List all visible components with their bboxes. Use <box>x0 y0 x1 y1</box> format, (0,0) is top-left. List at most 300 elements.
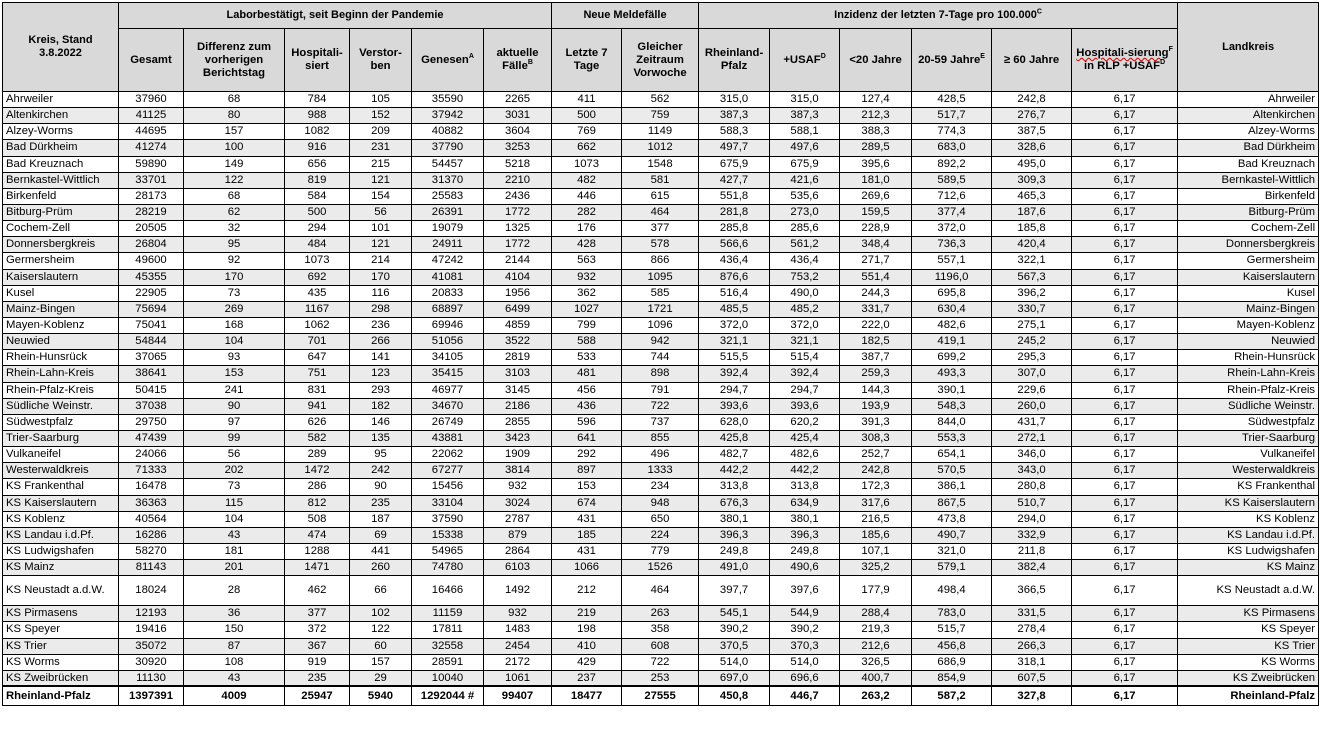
value-cell: 326,5 <box>840 654 912 670</box>
value-cell: 235 <box>285 670 350 686</box>
value-cell: 584 <box>285 188 350 204</box>
column-header-label: <20 Jahre <box>849 53 902 66</box>
value-cell: 101 <box>350 221 412 237</box>
value-cell: 6,17 <box>1072 576 1178 606</box>
value-cell: 867,5 <box>912 495 992 511</box>
column-header-label: Gesamt <box>130 53 172 66</box>
value-cell: 56 <box>350 204 412 220</box>
value-cell: 245,2 <box>992 334 1072 350</box>
value-cell: 6,17 <box>1072 108 1178 124</box>
table-row <box>3 622 1319 638</box>
value-cell: 41081 <box>412 269 484 285</box>
value-cell: 879 <box>484 527 552 543</box>
total-value: 587,2 <box>912 686 992 706</box>
total-value: 4009 <box>184 686 285 706</box>
value-cell: 6,17 <box>1072 253 1178 269</box>
value-cell: 607,5 <box>992 670 1072 686</box>
value-cell: 224 <box>622 527 699 543</box>
value-cell: 490,7 <box>912 527 992 543</box>
value-cell: 608 <box>622 638 699 654</box>
value-cell: 43881 <box>412 430 484 446</box>
value-cell: 3103 <box>484 366 552 382</box>
value-cell: 581 <box>622 172 699 188</box>
value-cell: 331,5 <box>992 606 1072 622</box>
value-cell: 16466 <box>412 576 484 606</box>
value-cell: 500 <box>285 204 350 220</box>
value-cell: 93 <box>184 350 285 366</box>
value-cell: 170 <box>184 269 285 285</box>
landkreis-cell: Mainz-Bingen <box>1178 301 1319 317</box>
value-cell: 722 <box>622 654 699 670</box>
value-cell: 47242 <box>412 253 484 269</box>
value-cell: 260 <box>350 560 412 576</box>
value-cell: 585 <box>622 285 699 301</box>
value-cell: 185 <box>552 527 622 543</box>
value-cell: 281,8 <box>699 204 770 220</box>
value-cell: 266 <box>350 334 412 350</box>
table-row <box>3 172 1319 188</box>
value-cell: 322,1 <box>992 253 1072 269</box>
value-cell: 495,0 <box>992 156 1072 172</box>
total-value: 450,8 <box>699 686 770 706</box>
value-cell: 779 <box>622 543 699 559</box>
value-cell: 49600 <box>119 253 184 269</box>
table-row <box>3 92 1319 108</box>
value-cell: 123 <box>350 366 412 382</box>
value-cell: 332,9 <box>992 527 1072 543</box>
table-row <box>3 463 1319 479</box>
table-row <box>3 447 1319 463</box>
value-cell: 932 <box>484 479 552 495</box>
value-cell: 1096 <box>622 317 699 333</box>
value-cell: 292 <box>552 447 622 463</box>
table-row <box>3 366 1319 382</box>
kreis-cell: Birkenfeld <box>3 188 119 204</box>
value-cell: 1095 <box>622 269 699 285</box>
table-row <box>3 606 1319 622</box>
value-cell: 390,2 <box>699 622 770 638</box>
value-cell: 43 <box>184 670 285 686</box>
value-cell: 456 <box>552 382 622 398</box>
value-cell: 219 <box>552 606 622 622</box>
landkreis-cell: KS Frankenthal <box>1178 479 1319 495</box>
value-cell: 187 <box>350 511 412 527</box>
value-cell: 6,17 <box>1072 92 1178 108</box>
table-row <box>3 301 1319 317</box>
value-cell: 249,8 <box>699 543 770 559</box>
value-cell: 4859 <box>484 317 552 333</box>
value-cell: 429 <box>552 654 622 670</box>
header-columns <box>3 29 1319 92</box>
value-cell: 358 <box>622 622 699 638</box>
value-cell: 31370 <box>412 172 484 188</box>
value-cell: 307,0 <box>992 366 1072 382</box>
covid-table <box>2 2 1319 706</box>
total-row <box>3 686 1319 706</box>
value-cell: 392,4 <box>770 366 840 382</box>
value-cell: 6,17 <box>1072 156 1178 172</box>
value-cell: 37065 <box>119 350 184 366</box>
value-cell: 377,4 <box>912 204 992 220</box>
column-header: $+USAF^D$ <box>770 29 840 92</box>
landkreis-cell: KS Koblenz <box>1178 511 1319 527</box>
value-cell: 6,17 <box>1072 527 1178 543</box>
kreis-cell: KS Neustadt a.d.W. <box>3 576 119 606</box>
value-cell: 396,2 <box>992 285 1072 301</box>
value-cell: 446 <box>552 188 622 204</box>
value-cell: 411 <box>552 92 622 108</box>
value-cell: 737 <box>622 414 699 430</box>
landkreis-cell: Neuwied <box>1178 334 1319 350</box>
value-cell: 1073 <box>552 156 622 172</box>
value-cell: 35072 <box>119 638 184 654</box>
value-cell: 6,17 <box>1072 479 1178 495</box>
table-row <box>3 654 1319 670</box>
kreis-cell: Alzey-Worms <box>3 124 119 140</box>
table-row <box>3 285 1319 301</box>
value-cell: 12193 <box>119 606 184 622</box>
value-cell: 67277 <box>412 463 484 479</box>
value-cell: 294 <box>285 221 350 237</box>
total-value: 27555 <box>622 686 699 706</box>
value-cell: 107,1 <box>840 543 912 559</box>
value-cell: 462 <box>285 576 350 606</box>
value-cell: 294,0 <box>992 511 1072 527</box>
kreis-cell: KS Speyer <box>3 622 119 638</box>
value-cell: 242,8 <box>992 92 1072 108</box>
value-cell: 6,17 <box>1072 463 1178 479</box>
value-cell: 222,0 <box>840 317 912 333</box>
value-cell: 588,1 <box>770 124 840 140</box>
value-cell: 783,0 <box>912 606 992 622</box>
value-cell: 6,17 <box>1072 221 1178 237</box>
value-cell: 95 <box>184 237 285 253</box>
value-cell: 428,5 <box>912 92 992 108</box>
value-cell: 6,17 <box>1072 430 1178 446</box>
landkreis-cell: KS Zweibrücken <box>1178 670 1319 686</box>
table-row <box>3 543 1319 559</box>
value-cell: 397,7 <box>699 576 770 606</box>
value-cell: 634,9 <box>770 495 840 511</box>
kreis-cell: Kaiserslautern <box>3 269 119 285</box>
value-cell: 699,2 <box>912 350 992 366</box>
value-cell: 712,6 <box>912 188 992 204</box>
table-row <box>3 430 1319 446</box>
value-cell: 662 <box>552 140 622 156</box>
value-cell: 34670 <box>412 398 484 414</box>
value-cell: 482 <box>552 172 622 188</box>
value-cell: 36 <box>184 606 285 622</box>
value-cell: 321,1 <box>699 334 770 350</box>
value-cell: 362 <box>552 285 622 301</box>
value-cell: 75041 <box>119 317 184 333</box>
value-cell: 146 <box>350 414 412 430</box>
value-cell: 80 <box>184 108 285 124</box>
value-cell: 32558 <box>412 638 484 654</box>
value-cell: 170 <box>350 269 412 285</box>
value-cell: 38641 <box>119 366 184 382</box>
value-cell: 185,8 <box>992 221 1072 237</box>
value-cell: 819 <box>285 172 350 188</box>
table-row <box>3 511 1319 527</box>
landkreis-cell: Rhein-Hunsrück <box>1178 350 1319 366</box>
value-cell: 216,5 <box>840 511 912 527</box>
value-cell: 1548 <box>622 156 699 172</box>
value-cell: 152 <box>350 108 412 124</box>
value-cell: 318,1 <box>992 654 1072 670</box>
landkreis-cell: KS Kaiserslautern <box>1178 495 1319 511</box>
value-cell: 686,9 <box>912 654 992 670</box>
column-header: aktuelle Fälle$^B$ <box>484 29 552 92</box>
value-cell: 172,3 <box>840 479 912 495</box>
value-cell: 30920 <box>119 654 184 670</box>
value-cell: 1325 <box>484 221 552 237</box>
value-cell: 898 <box>622 366 699 382</box>
value-cell: 1492 <box>484 576 552 606</box>
value-cell: 285,8 <box>699 221 770 237</box>
value-cell: 844,0 <box>912 414 992 430</box>
value-cell: 271,7 <box>840 253 912 269</box>
value-cell: 474 <box>285 527 350 543</box>
landkreis-cell: Kusel <box>1178 285 1319 301</box>
value-cell: 313,8 <box>699 479 770 495</box>
value-cell: 144,3 <box>840 382 912 398</box>
value-cell: 676,3 <box>699 495 770 511</box>
value-cell: 185,6 <box>840 527 912 543</box>
value-cell: 40564 <box>119 511 184 527</box>
kreis-cell: Altenkirchen <box>3 108 119 124</box>
value-cell: 16286 <box>119 527 184 543</box>
value-cell: 465,3 <box>992 188 1072 204</box>
value-cell: 6,17 <box>1072 140 1178 156</box>
table-header <box>3 3 1319 92</box>
table-row <box>3 334 1319 350</box>
column-header: Genesen$^A$ <box>412 29 484 92</box>
value-cell: 157 <box>184 124 285 140</box>
value-cell: 6,17 <box>1072 204 1178 220</box>
value-cell: 370,5 <box>699 638 770 654</box>
value-cell: 6,17 <box>1072 560 1178 576</box>
value-cell: 533 <box>552 350 622 366</box>
value-cell: 582 <box>285 430 350 446</box>
landkreis-cell: KS Pirmasens <box>1178 606 1319 622</box>
value-cell: 237 <box>552 670 622 686</box>
kreis-cell: KS Ludwigshafen <box>3 543 119 559</box>
kreis-cell: Kusel <box>3 285 119 301</box>
value-cell: 242 <box>350 463 412 479</box>
value-cell: 1062 <box>285 317 350 333</box>
column-header <box>622 29 699 92</box>
value-cell: 570,5 <box>912 463 992 479</box>
column-header: 20-59 Jahre$^E$ <box>912 29 992 92</box>
value-cell: 40882 <box>412 124 484 140</box>
value-cell: 1721 <box>622 301 699 317</box>
value-cell: 159,5 <box>840 204 912 220</box>
value-cell: 695,8 <box>912 285 992 301</box>
table-row <box>3 414 1319 430</box>
value-cell: 626 <box>285 414 350 430</box>
value-cell: 4104 <box>484 269 552 285</box>
kreis-cell: Rhein-Pfalz-Kreis <box>3 382 119 398</box>
total-value: 99407 <box>484 686 552 706</box>
value-cell: 654,1 <box>912 447 992 463</box>
value-cell: 641 <box>552 430 622 446</box>
value-cell: 29750 <box>119 414 184 430</box>
header-group-neu: Neue Meldefälle <box>552 3 699 29</box>
value-cell: 377 <box>285 606 350 622</box>
value-cell: 60 <box>350 638 412 654</box>
landkreis-cell: Vulkaneifel <box>1178 447 1319 463</box>
value-cell: 370,3 <box>770 638 840 654</box>
value-cell: 656 <box>285 156 350 172</box>
value-cell: 6,17 <box>1072 237 1178 253</box>
value-cell: 545,1 <box>699 606 770 622</box>
value-cell: 791 <box>622 382 699 398</box>
value-cell: 482,7 <box>699 447 770 463</box>
landkreis-cell: Bernkastel-Wittlich <box>1178 172 1319 188</box>
value-cell: 396,3 <box>699 527 770 543</box>
table-row <box>3 638 1319 654</box>
value-cell: 497,7 <box>699 140 770 156</box>
table-row <box>3 237 1319 253</box>
value-cell: 892,2 <box>912 156 992 172</box>
kreis-cell: Trier-Saarburg <box>3 430 119 446</box>
value-cell: 127,4 <box>840 92 912 108</box>
value-cell: 3423 <box>484 430 552 446</box>
column-header <box>840 29 912 92</box>
value-cell: 75694 <box>119 301 184 317</box>
value-cell: 122 <box>350 622 412 638</box>
value-cell: 95 <box>350 447 412 463</box>
table-row <box>3 317 1319 333</box>
column-header-label: Genesen <box>421 53 469 66</box>
value-cell: 37038 <box>119 398 184 414</box>
value-cell: 36363 <box>119 495 184 511</box>
value-cell: 176 <box>552 221 622 237</box>
value-cell: 309,3 <box>992 172 1072 188</box>
value-cell: 6,17 <box>1072 398 1178 414</box>
value-cell: 321,0 <box>912 543 992 559</box>
value-cell: 44695 <box>119 124 184 140</box>
value-cell: 282 <box>552 204 622 220</box>
total-value: 327,8 <box>992 686 1072 706</box>
value-cell: 812 <box>285 495 350 511</box>
table-row <box>3 670 1319 686</box>
kreis-cell: Südwestpfalz <box>3 414 119 430</box>
value-cell: 561,2 <box>770 237 840 253</box>
value-cell: 551,8 <box>699 188 770 204</box>
value-cell: 275,1 <box>992 317 1072 333</box>
value-cell: 66 <box>350 576 412 606</box>
value-cell: 348,4 <box>840 237 912 253</box>
value-cell: 122 <box>184 172 285 188</box>
column-header <box>350 29 412 92</box>
value-cell: 674 <box>552 495 622 511</box>
value-cell: 490,0 <box>770 285 840 301</box>
value-cell: 367 <box>285 638 350 654</box>
value-cell: 1149 <box>622 124 699 140</box>
value-cell: 6,17 <box>1072 317 1178 333</box>
value-cell: 372 <box>285 622 350 638</box>
kreis-cell: KS Landau i.d.Pf. <box>3 527 119 543</box>
landkreis-cell: Südliche Weinstr. <box>1178 398 1319 414</box>
value-cell: 544,9 <box>770 606 840 622</box>
table-row <box>3 221 1319 237</box>
total-value: 1397391 <box>119 686 184 706</box>
value-cell: 298 <box>350 301 412 317</box>
value-cell: 105 <box>350 92 412 108</box>
value-cell: 2819 <box>484 350 552 366</box>
value-cell: 2864 <box>484 543 552 559</box>
value-cell: 214 <box>350 253 412 269</box>
value-cell: 1066 <box>552 560 622 576</box>
value-cell: 628,0 <box>699 414 770 430</box>
value-cell: 181,0 <box>840 172 912 188</box>
value-cell: 41125 <box>119 108 184 124</box>
landkreis-cell: KS Ludwigshafen <box>1178 543 1319 559</box>
value-cell: 15338 <box>412 527 484 543</box>
value-cell: 20505 <box>119 221 184 237</box>
value-cell: 154 <box>350 188 412 204</box>
column-header-label: aktuelle Fälle <box>496 47 539 72</box>
kreis-cell: Ahrweiler <box>3 92 119 108</box>
value-cell: 1288 <box>285 543 350 559</box>
landkreis-cell: Alzey-Worms <box>1178 124 1319 140</box>
column-header-label: Gleicher Zeitraum Vorwoche <box>633 40 687 79</box>
value-cell: 33701 <box>119 172 184 188</box>
value-cell: 736,3 <box>912 237 992 253</box>
value-cell: 259,3 <box>840 366 912 382</box>
value-cell: 548,3 <box>912 398 992 414</box>
value-cell: 328,6 <box>992 140 1072 156</box>
value-cell: 26804 <box>119 237 184 253</box>
value-cell: 153 <box>552 479 622 495</box>
value-cell: 774,3 <box>912 124 992 140</box>
value-cell: 419,1 <box>912 334 992 350</box>
value-cell: 397,6 <box>770 576 840 606</box>
value-cell: 3522 <box>484 334 552 350</box>
value-cell: 276,7 <box>992 108 1072 124</box>
value-cell: 485,2 <box>770 301 840 317</box>
value-cell: 313,8 <box>770 479 840 495</box>
value-cell: 116 <box>350 285 412 301</box>
value-cell: 497,6 <box>770 140 840 156</box>
table-row <box>3 495 1319 511</box>
table-row <box>3 204 1319 220</box>
value-cell: 201 <box>184 560 285 576</box>
kreis-cell: Cochem-Zell <box>3 221 119 237</box>
value-cell: 54844 <box>119 334 184 350</box>
value-cell: 630,4 <box>912 301 992 317</box>
value-cell: 99 <box>184 430 285 446</box>
value-cell: 2436 <box>484 188 552 204</box>
value-cell: 1061 <box>484 670 552 686</box>
value-cell: 81143 <box>119 560 184 576</box>
total-value: 263,2 <box>840 686 912 706</box>
value-cell: 393,6 <box>770 398 840 414</box>
value-cell: 41274 <box>119 140 184 156</box>
value-cell: 28 <box>184 576 285 606</box>
value-cell: 400,7 <box>840 670 912 686</box>
column-header-label: Differenz zum vorherigen Berichtstag <box>196 40 272 79</box>
value-cell: 168 <box>184 317 285 333</box>
kreis-cell: Neuwied <box>3 334 119 350</box>
value-cell: 100 <box>184 140 285 156</box>
value-cell: 6,17 <box>1072 447 1178 463</box>
value-cell: 6,17 <box>1072 285 1178 301</box>
value-cell: 482,6 <box>912 317 992 333</box>
value-cell: 388,3 <box>840 124 912 140</box>
